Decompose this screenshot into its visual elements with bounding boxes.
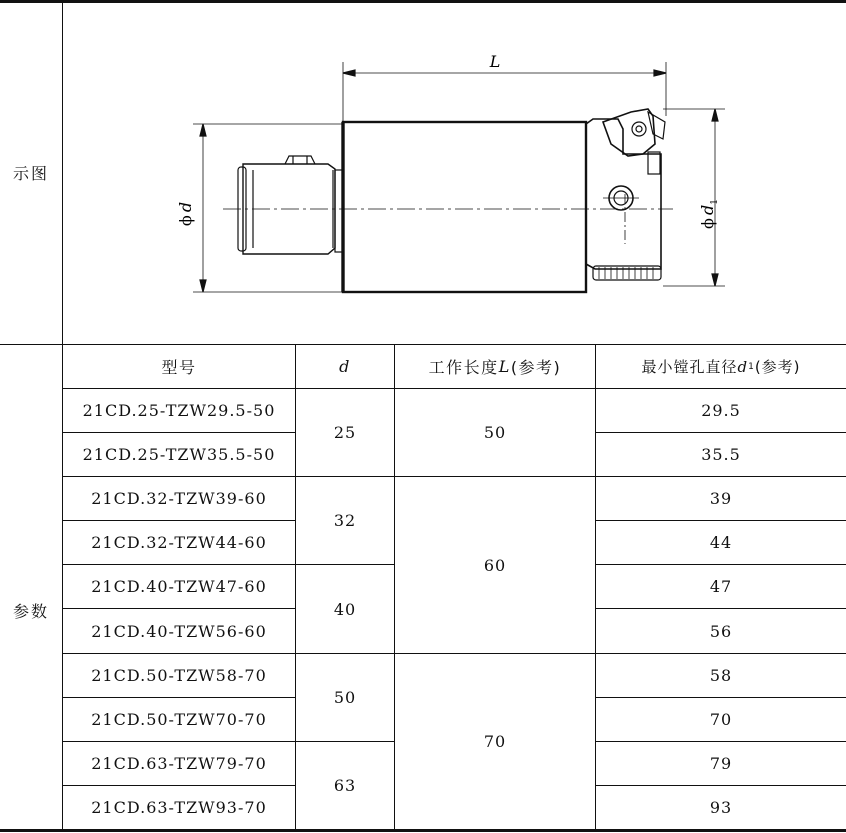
top-border: [0, 0, 846, 3]
table-dmin-cell: 35.5: [701, 445, 741, 464]
header-dmin-sub: 1: [748, 361, 755, 372]
header-model: 型号: [161, 358, 197, 377]
table-dmin-cell: 39: [709, 489, 733, 508]
table-dmin-cell: 56: [709, 621, 733, 641]
header-length-prefix: 工作长度: [428, 358, 499, 377]
dim-d1-label: d: [698, 204, 717, 216]
params-label: 参数: [12, 601, 49, 621]
header-dmin: [596, 345, 846, 388]
table-d-cell: 40: [333, 599, 357, 619]
table-model-cell: 21CD.25-TZW35.5-50: [82, 445, 276, 464]
table-dmin-cell: 70: [709, 710, 733, 729]
table-model-cell: 21CD.63-TZW93-70: [91, 798, 267, 817]
svg-text:ϕd1: [698, 199, 720, 229]
table-model-cell: 21CD.63-TZW79-70: [91, 754, 267, 773]
table-length-cell: 70: [483, 732, 507, 751]
bottom-border: [0, 829, 846, 832]
table-model-cell: 21CD.50-TZW58-70: [91, 666, 267, 685]
table-d-cell: 50: [333, 688, 357, 707]
table-dmin-cell: 47: [709, 577, 733, 596]
table-d-cell: 63: [333, 776, 357, 795]
table-length-cell: 60: [483, 555, 507, 575]
dim-d1-sub: 1: [710, 199, 720, 205]
table-model-cell: 21CD.50-TZW70-70: [91, 710, 267, 729]
svg-text:ϕd: [176, 202, 195, 226]
header-d: d: [339, 357, 351, 376]
header-dmin-suffix: (参考): [754, 358, 801, 376]
header-dmin-prefix: 最小镗孔直径: [641, 358, 738, 376]
dim-phi-symbol: ϕ: [176, 215, 195, 227]
header-length-var: L: [498, 357, 511, 376]
table-d-cell: 32: [333, 511, 357, 530]
table-model-cell: 21CD.40-TZW56-60: [91, 621, 267, 641]
diagram-label: 示图: [12, 163, 49, 183]
table-dmin-cell: 29.5: [701, 401, 741, 420]
table-dmin-cell: 93: [709, 798, 733, 817]
table-model-cell: 21CD.25-TZW29.5-50: [82, 401, 276, 420]
header-length: [395, 345, 595, 388]
table-model-cell: 21CD.32-TZW39-60: [91, 489, 267, 508]
table-dmin-cell: 44: [709, 533, 733, 552]
table-d-cell: 25: [333, 423, 357, 442]
table-model-cell: 21CD.32-TZW44-60: [91, 533, 267, 552]
table-dmin-cell: 58: [709, 666, 733, 685]
boring-bar-drawing: [63, 4, 846, 342]
dim-L-label: L: [489, 52, 501, 71]
dim-phi1-symbol: ϕ: [698, 218, 717, 229]
header-length-suffix: (参考): [510, 358, 562, 377]
table-dmin-cell: 79: [709, 754, 733, 773]
table-length-cell: 50: [483, 423, 507, 442]
dim-d-label: d: [176, 201, 195, 213]
table-model-cell: 21CD.40-TZW47-60: [91, 577, 267, 596]
header-dmin-var: d: [737, 357, 749, 376]
